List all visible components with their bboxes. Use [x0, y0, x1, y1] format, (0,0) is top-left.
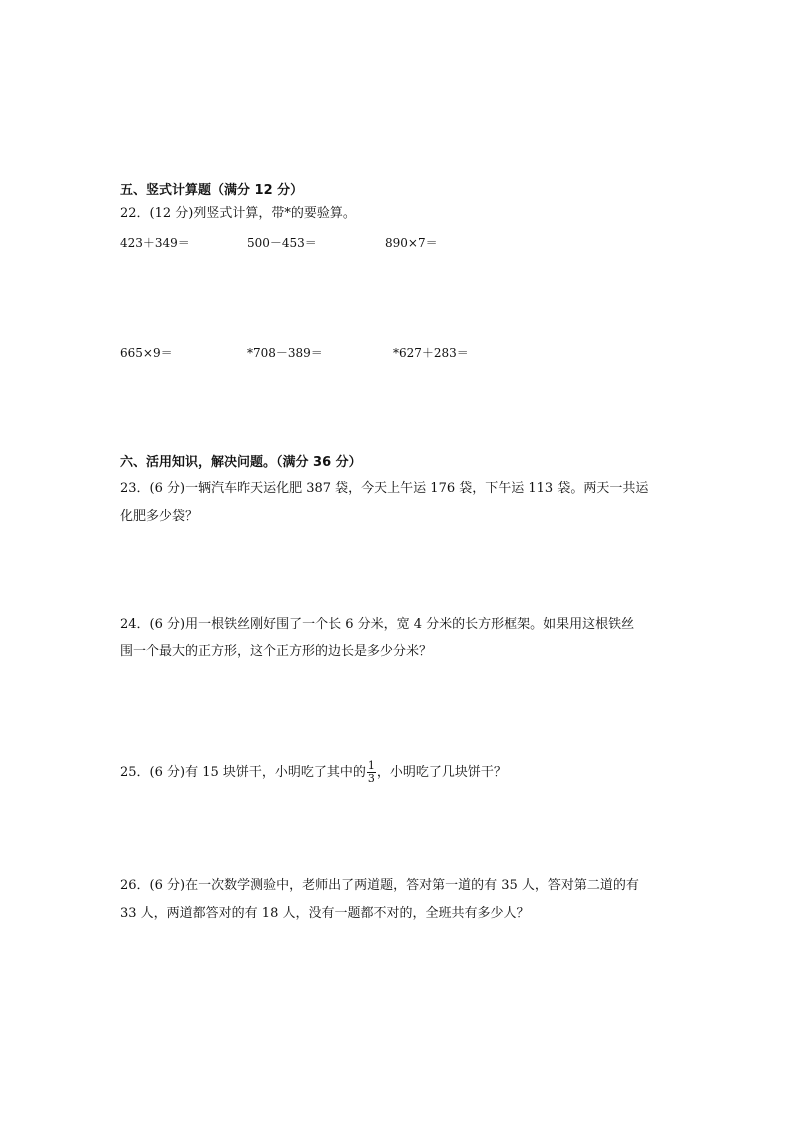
question-24-line2: 围一个最大的正方形，这个正方形的边长是多少分米？	[120, 644, 433, 659]
question-25-before: 25．(6 分)有 15 块饼干，小明吃了其中的	[120, 765, 366, 780]
section-5-title: 五、竖式计算题（满分 12 分）	[120, 183, 304, 198]
question-23-line2: 化肥多少袋？	[120, 509, 199, 524]
question-22-text: 22．(12 分)列竖式计算，带*的要验算。	[120, 206, 356, 221]
calc-item: 890×7＝	[385, 236, 438, 250]
calc-item: 423＋349＝	[120, 236, 190, 250]
calc-item: 500－453＝	[247, 236, 317, 250]
question-26-line2: 33 人，两道都答对的有 18 人，没有一题都不对的，全班共有多少人？	[120, 906, 530, 921]
question-25-after: ，小明吃了几块饼干？	[376, 765, 507, 780]
calc-item: *708－389＝	[247, 346, 323, 360]
question-26-line1: 26．(6 分)在一次数学测验中，老师出了两道题，答对第一道的有 35 人，答对第二道的有	[120, 878, 639, 893]
calc-item: *627＋283＝	[393, 346, 469, 360]
fraction-numerator: 1	[367, 759, 375, 772]
question-23-line1: 23．(6 分)一辆汽车昨天运化肥 387 袋，今天上午运 176 袋，下午运 113 袋。两天一共运	[120, 481, 649, 496]
question-24-line1: 24．(6 分)用一根铁丝刚好围了一个长 6 分米，宽 4 分米的长方形框架。如果用这根铁丝	[120, 617, 635, 632]
fraction	[367, 760, 376, 785]
section-6-title: 六、活用知识，解决问题。（满分 36 分）	[120, 455, 362, 470]
calc-item: 665×9＝	[120, 346, 173, 360]
fraction-denominator: 3	[367, 772, 375, 785]
question-25	[120, 760, 507, 785]
